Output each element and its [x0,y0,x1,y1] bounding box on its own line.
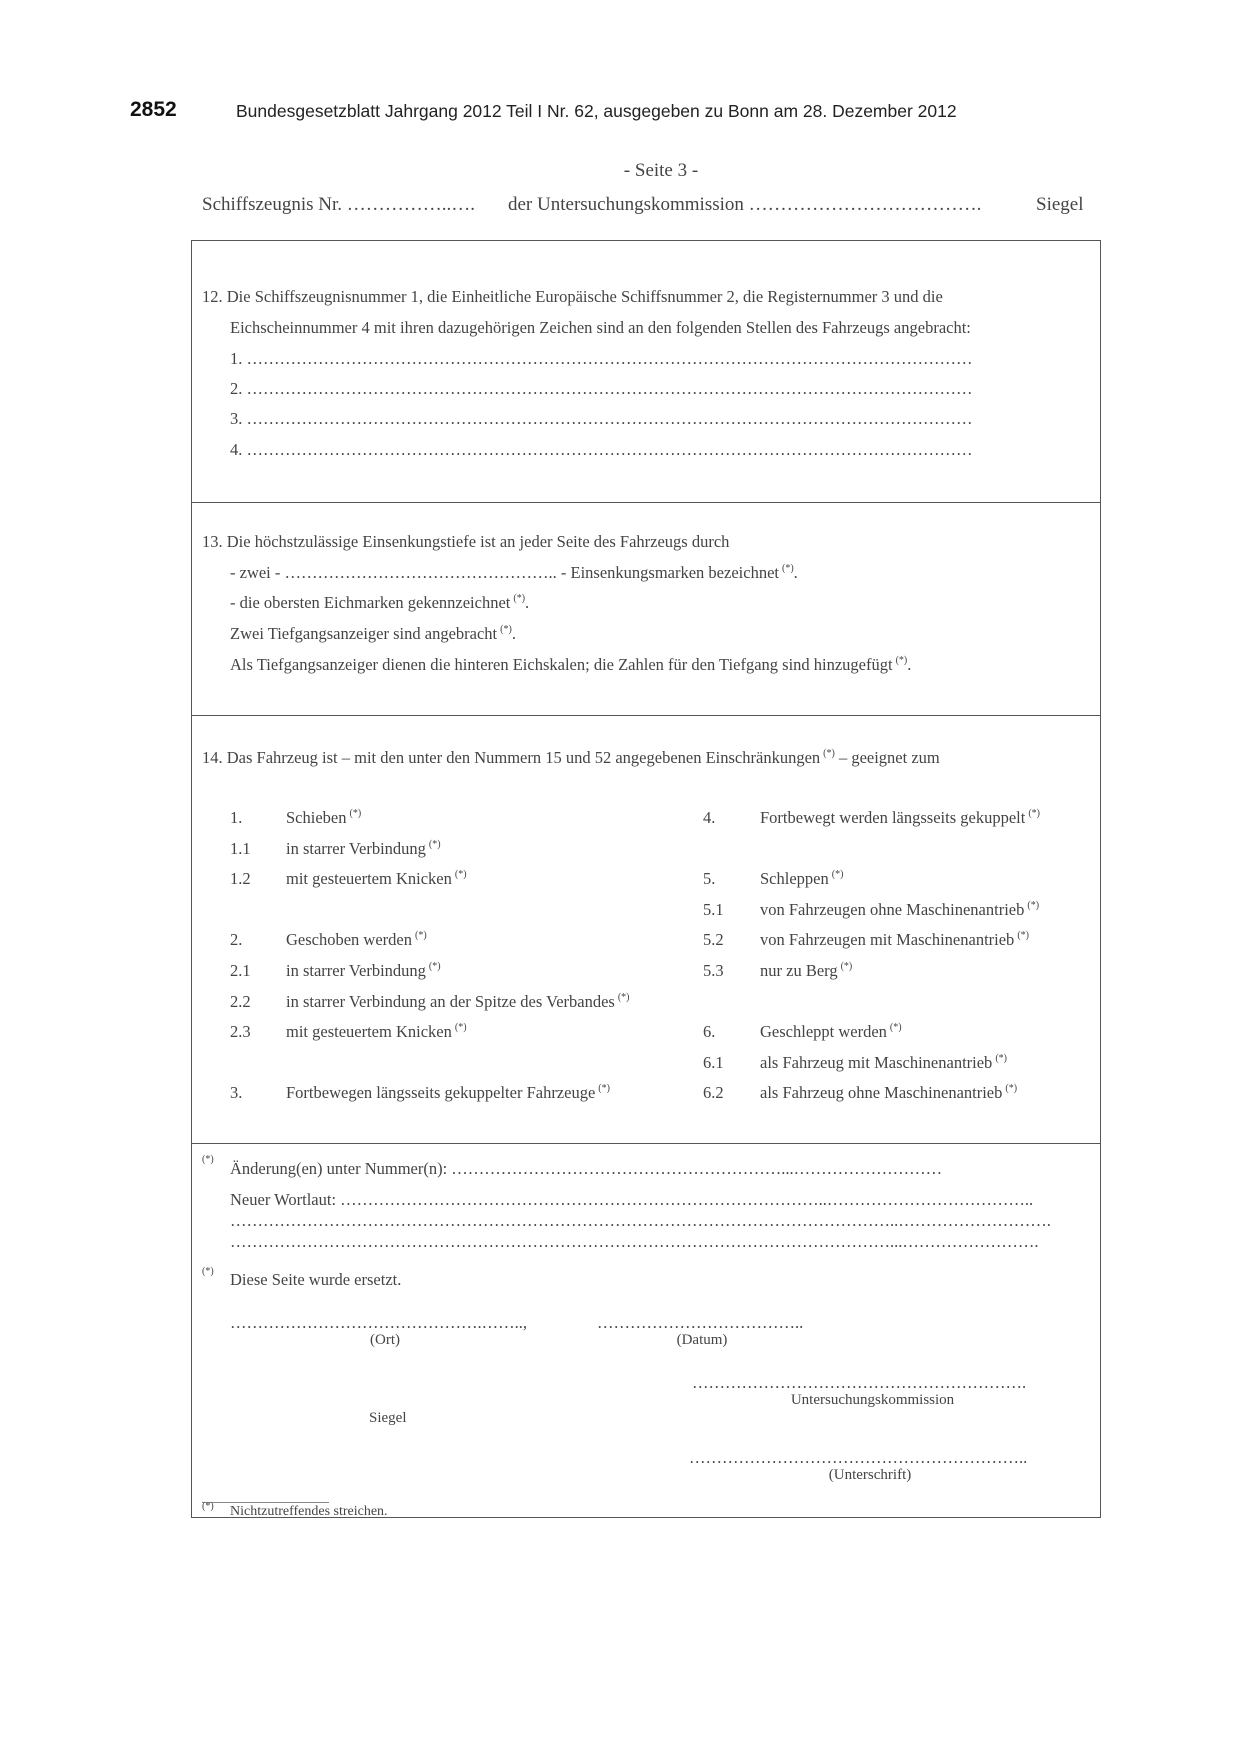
commission-label: der Untersuchungskommission ………………………………. [508,194,982,215]
section-13-line-3: - die obersten Eichmarken gekennzeichnet (*). [230,593,530,612]
asterisk-marker: (*) [500,624,512,635]
section-12-item-3: 3. …………………………………………………………………………………………………………………… [230,409,973,428]
place-dots: ……………………………………….…….., [230,1313,527,1332]
asterisk-marker: (*) [454,1022,467,1033]
option-text: als Fahrzeug ohne Maschinenantrieb (*) [760,1083,1018,1102]
asterisk-marker: (*) [1017,930,1029,941]
option-text: in starrer Verbindung (*) [286,961,441,980]
asterisk-marker: (*) [1027,900,1040,911]
asterisk-marker: (*) [598,1083,610,1094]
page-subtitle: - Seite 3 - [623,160,699,181]
option-num: 2. [230,930,243,949]
option-num: 2.2 [230,992,251,1011]
seal-label: Siegel [1036,194,1084,215]
signature-label: (Unterschrift) [828,1467,912,1483]
asterisk-marker: (*) [1005,1083,1018,1094]
asterisk-marker: (*) [823,748,835,759]
section-13-line-2: - zwei - ………………………………………….. - Einsenkungsmarken bezeichnet (*). [230,563,798,582]
option-text: Schieben (*) [286,808,362,827]
asterisk-marker: (*) [202,1154,214,1165]
option-num: 1.2 [230,869,251,888]
page-number: 2852 [130,98,177,121]
seal-label: Siegel [369,1410,407,1426]
asterisk-marker: (*) [617,992,630,1003]
asterisk-marker: (*) [831,869,844,880]
place-label: (Ort) [370,1332,400,1348]
commission-signature-dots: ……………………………………………………. [692,1373,1027,1392]
option-num: 5.3 [703,961,724,980]
asterisk-marker: (*) [428,839,441,850]
asterisk-marker: (*) [349,808,362,819]
option-text: von Fahrzeugen mit Maschinenantrieb (*) [760,930,1029,949]
asterisk-marker: (*) [1028,808,1040,819]
asterisk-marker: (*) [781,563,794,574]
option-num: 6.1 [703,1053,724,1072]
section-12-line-2: Eichscheinnummer 4 mit ihren dazugehörigen Zeichen sind an den folgenden Stellen des Fahrzeugs angebracht: [230,318,971,337]
asterisk-marker: (*) [995,1053,1007,1064]
commission-signature-label: Untersuchungskommission [790,1392,955,1408]
replacement-note: Diese Seite wurde ersetzt. [230,1270,402,1289]
section-13-line-4: Zwei Tiefgangsanzeiger sind angebracht (*). [230,624,516,643]
option-text: von Fahrzeugen ohne Maschinenantrieb (*) [760,900,1040,919]
option-num: 4. [703,808,716,827]
option-text: Fortbewegen längsseits gekuppelter Fahrzeuge (*) [286,1083,610,1102]
date-dots: ……………………………….. [597,1313,804,1332]
asterisk-marker: (*) [202,1501,214,1512]
option-text: als Fahrzeug mit Maschinenantrieb (*) [760,1053,1007,1072]
section-12-item-1: 1. …………………………………………………………………………………………………………………… [230,349,973,368]
section-13-line-5: Als Tiefgangsanzeiger dienen die hinteren Eichskalen; die Zahlen für den Tiefgang sind hinzugefügt (*). [230,655,912,674]
footnote-text: Nichtzutreffendes streichen. [230,1504,388,1519]
option-text: Geschleppt werden (*) [760,1022,902,1041]
section-12-line-1: 12. Die Schiffszeugnisnummer 1, die Einheitliche Europäische Schiffsnummer 2, die Registernummer 3 und die [202,287,943,306]
signature-dots: …………………………………………………….. [689,1448,1028,1467]
option-num: 5.2 [703,930,724,949]
option-num: 3. [230,1083,243,1102]
asterisk-marker: (*) [895,655,908,666]
amendment-dots-line: …………………………………………………………………………………………………………...……………………. [230,1232,1039,1251]
asterisk-marker: (*) [840,961,853,972]
amendment-numbers: Änderung(en) unter Nummer(n): ……………………………………………………...……………………… [230,1159,943,1178]
footnote-rule [202,1502,329,1503]
option-text: Geschoben werden (*) [286,930,427,949]
date-label: (Datum) [676,1332,728,1348]
section-13-line-1: 13. Die höchstzulässige Einsenkungstiefe ist an jeder Seite des Fahrzeugs durch [202,532,730,551]
asterisk-marker: (*) [889,1022,902,1033]
asterisk-marker: (*) [513,593,526,604]
option-num: 5. [703,869,716,888]
option-num: 6.2 [703,1083,724,1102]
asterisk-marker: (*) [415,930,427,941]
certificate-number-label: Schiffszeugnis Nr. ……………..…. [202,194,476,215]
option-num: 2.3 [230,1022,251,1041]
option-text: nur zu Berg (*) [760,961,853,980]
asterisk-marker: (*) [428,961,441,972]
asterisk-marker: (*) [454,869,467,880]
option-text: Schleppen (*) [760,869,844,888]
gazette-header: Bundesgesetzblatt Jahrgang 2012 Teil I Nr. 62, ausgegeben zu Bonn am 28. Dezember 2012 [236,101,957,121]
option-text: Fortbewegt werden längsseits gekuppelt (*) [760,808,1040,827]
section-14-intro: 14. Das Fahrzeug ist – mit den unter den Nummern 15 und 52 angegebenen Einschränkungen (*) – geeignet zum [202,748,940,767]
option-text: mit gesteuertem Knicken (*) [286,1022,467,1041]
section-divider [191,502,1101,503]
option-text: in starrer Verbindung an der Spitze des Verbandes (*) [286,992,630,1011]
option-num: 2.1 [230,961,251,980]
section-divider [191,1143,1101,1144]
section-divider [191,715,1101,716]
option-num: 5.1 [703,900,724,919]
asterisk-marker: (*) [202,1266,214,1277]
option-text: in starrer Verbindung (*) [286,839,441,858]
amendment-new-text: Neuer Wortlaut: ……………………………………………………………………………..……………………………….. [230,1190,1034,1209]
option-num: 6. [703,1022,716,1041]
section-12-item-2: 2. …………………………………………………………………………………………………………………… [230,379,973,398]
amendment-dots-line: …………………………………………………………………………………………………………..………………………. [230,1211,1051,1230]
section-12-item-4: 4. …………………………………………………………………………………………………………………… [230,440,973,459]
option-text: mit gesteuertem Knicken (*) [286,869,467,888]
option-num: 1. [230,808,243,827]
option-num: 1.1 [230,839,251,858]
